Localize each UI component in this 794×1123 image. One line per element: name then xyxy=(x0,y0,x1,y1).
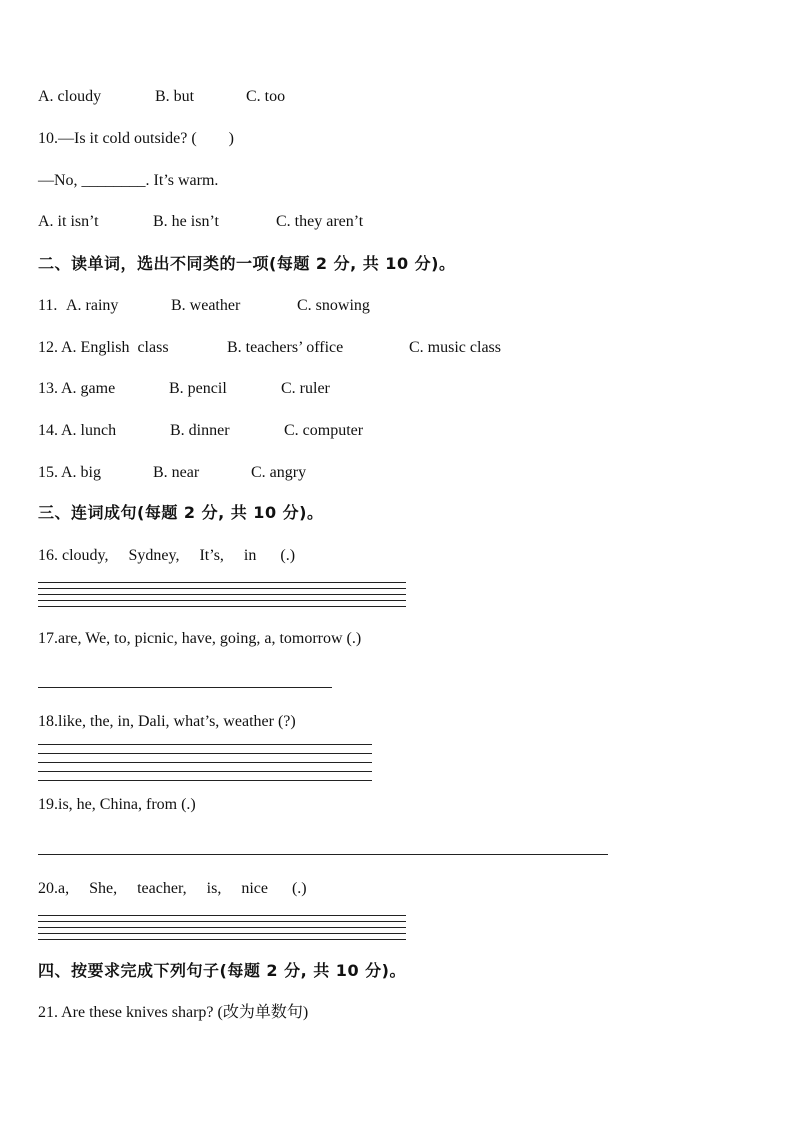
q17-prompt: 17.are, We, to, picnic, have, going, a, tomorrow (.) xyxy=(38,630,362,647)
q15-option-c[interactable]: C. angry xyxy=(251,464,307,481)
q10-option-a[interactable]: A. it isn’t xyxy=(38,213,99,230)
answer-rule xyxy=(38,600,406,601)
answer-rule xyxy=(38,588,406,589)
section2-heading: 二、读单词，选出不同类的一项(每题 2 分, 共 10 分)。 xyxy=(38,254,456,273)
q13-option-b[interactable]: B. pencil xyxy=(169,380,227,397)
q19-prompt: 19.is, he, China, from (.) xyxy=(38,796,196,813)
answer-rule xyxy=(38,927,406,928)
q12-option-c[interactable]: C. music class xyxy=(409,339,501,356)
q17-answer-line[interactable] xyxy=(38,687,332,688)
answer-rule xyxy=(38,744,372,745)
answer-rule xyxy=(38,780,372,781)
q12-option-a[interactable]: A. English class xyxy=(61,339,169,356)
q11-option-a[interactable]: A. rainy xyxy=(66,297,119,314)
answer-rule xyxy=(38,915,406,916)
section3-heading: 三、连词成句(每题 2 分, 共 10 分)。 xyxy=(38,503,324,522)
answer-rule xyxy=(38,933,406,934)
q21-prompt: 21. Are these knives sharp? (改为单数句) xyxy=(38,1004,309,1021)
q9-option-b[interactable]: B. but xyxy=(155,88,195,105)
q9-option-c[interactable]: C. too xyxy=(246,88,286,105)
q10-option-c[interactable]: C. they aren’t xyxy=(276,213,364,230)
answer-rule xyxy=(38,939,406,940)
q16-prompt: 16. cloudy, Sydney, It’s, in (.) xyxy=(38,547,296,564)
q14-option-b[interactable]: B. dinner xyxy=(170,422,230,439)
answer-rule xyxy=(38,753,372,754)
section4-heading: 四、按要求完成下列句子(每题 2 分, 共 10 分)。 xyxy=(38,961,406,980)
q20-prompt: 20.a, She, teacher, is, nice (.) xyxy=(38,880,307,897)
q19-answer-line[interactable] xyxy=(38,854,608,855)
answer-rule xyxy=(38,762,372,763)
answer-rule xyxy=(38,771,372,772)
q18-prompt: 18.like, the, in, Dali, what’s, weather (?) xyxy=(38,713,296,730)
q11-option-c[interactable]: C. snowing xyxy=(297,297,370,314)
q14-option-a[interactable]: A. lunch xyxy=(61,422,117,439)
q15-option-a[interactable]: A. big xyxy=(61,464,101,481)
q13-number: 13. xyxy=(38,380,58,397)
q14-option-c[interactable]: C. computer xyxy=(284,422,364,439)
q13-option-c[interactable]: C. ruler xyxy=(281,380,330,397)
answer-rule xyxy=(38,594,406,595)
answer-rule xyxy=(38,606,406,607)
q14-number: 14. xyxy=(38,422,58,439)
q10-answer-line: —No, ________. It’s warm. xyxy=(38,172,219,189)
answer-rule xyxy=(38,921,406,922)
q13-option-a[interactable]: A. game xyxy=(61,380,116,397)
q11-number: 11. xyxy=(38,297,58,314)
q10-question: 10.—Is it cold outside? ( ) xyxy=(38,130,234,147)
q9-option-a[interactable]: A. cloudy xyxy=(38,88,102,105)
q15-option-b[interactable]: B. near xyxy=(153,464,200,481)
q12-number: 12. xyxy=(38,339,58,356)
q12-option-b[interactable]: B. teachers’ office xyxy=(227,339,344,356)
q15-number: 15. xyxy=(38,464,58,481)
q10-option-b[interactable]: B. he isn’t xyxy=(153,213,219,230)
q11-option-b[interactable]: B. weather xyxy=(171,297,241,314)
answer-rule xyxy=(38,582,406,583)
